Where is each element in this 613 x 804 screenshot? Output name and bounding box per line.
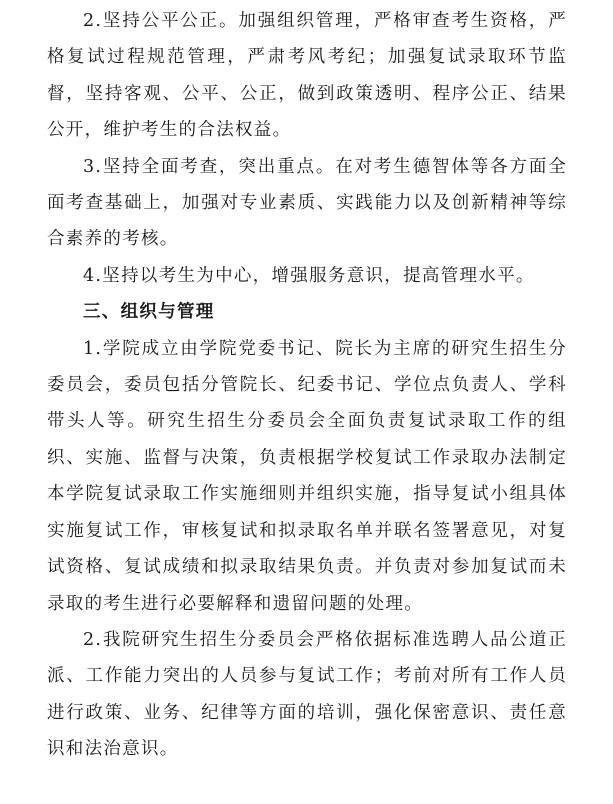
paragraph-principle-2: 2.坚持公平公正。加强组织管理，严格审查考生资格，严格复试过程规范管理，严肃考风考纪；加强复试录取环节监督，坚持客观、公平、公正，做到政策透明、程序公正、结果公开，维护考生的合法权益。 [47,11,567,141]
paragraph-principle-4: 4.坚持以考生为中心，增强服务意识，提高管理水平。 [83,265,535,286]
document-page [47,3,567,768]
paragraph-organization-1: 1.学院成立由学院党委书记、院长为主席的研究生招生分委员会，委员包括分管院长、纪委书记、学位点负责人、学科带头人等。研究生招生分委员会全面负责复试录取工作的组织、实施、监督与决策，负责根据学校复试工作录取办法制定本学院复试录取工作实施细则并组织实施，指导复试小组具体实施复试工作，审核复试和拟录取名单并联名签署意见，对复试资格、复试成绩和拟录取结果负责。并负责对参加复试而未录取的考生进行必要解释和遗留问题的处理。 [47,338,567,614]
paragraph-organization-2: 2.我院研究生招生分委员会严格依据标准选聘人品公道正派、工作能力突出的人员参与复试工作；考前对所有工作人员进行政策、业务、纪律等方面的培训，强化保密意识、责任意识和法治意识。 [47,629,567,760]
paragraph-principle-3: 3.坚持全面考查，突出重点。在对考生德智体等各方面全面考查基础上，加强对专业素质、实践能力以及创新精神等综合素养的考核。 [47,156,567,250]
section-heading-organization: 三、组织与管理 [83,302,215,323]
